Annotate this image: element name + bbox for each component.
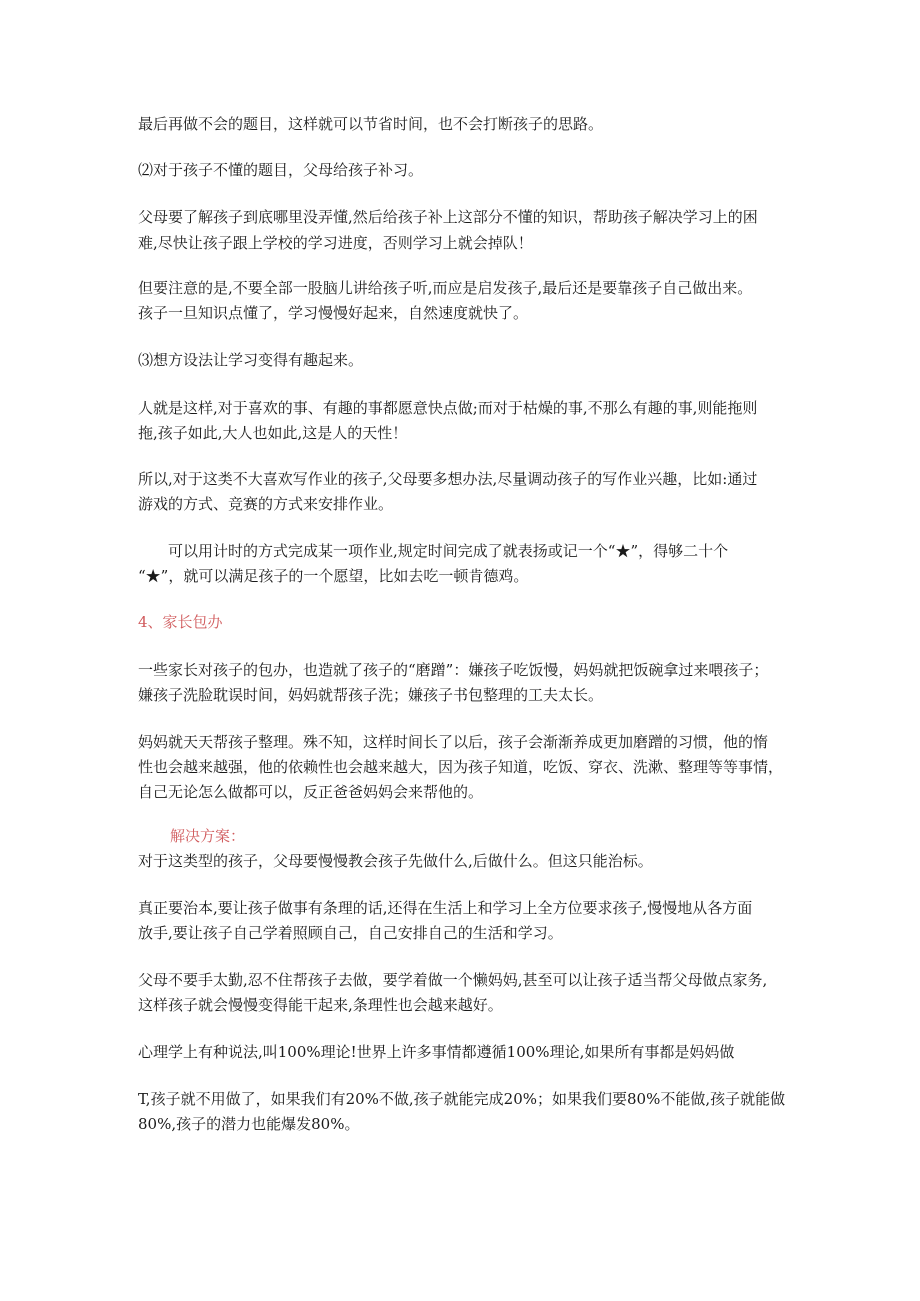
text-line: 嫌孩子洗脸耽误时间，妈妈就帮孩子洗；嫌孩子书包整理的工夫太长。 bbox=[138, 686, 604, 704]
text-line: 父母不要手太勤,忍不住帮孩子去做，要学着做一个懒妈妈,甚至可以让孩子适当帮父母做点家务, bbox=[138, 971, 768, 989]
section-heading: 4、家长包办 bbox=[138, 613, 223, 631]
text-line: 难,尽快让孩子跟上学校的学习进度，否则学习上就会掉队！ bbox=[138, 234, 533, 252]
text-line: 自己无论怎么做都可以，反正爸爸妈妈会来帮他的。 bbox=[138, 783, 484, 801]
text-line: T,孩子就不用做了，如果我们有20%不做,孩子就能完成20%；如果我们要80%不能做,孩子就能做 bbox=[138, 1090, 786, 1108]
text-line: 放手,要让孩子自己学着照顾自己，自己安排自己的生活和学习。 bbox=[138, 924, 563, 942]
solution-heading: 解决方案： bbox=[170, 827, 246, 845]
text-line: “★”，就可以满足孩子的一个愿望，比如去吃一顿肯德鸡。 bbox=[138, 567, 529, 585]
text-line: 所以,对于这类不大喜欢写作业的孩子,父母要多想办法,尽量调动孩子的写作业兴趣，比如:通过 bbox=[138, 470, 758, 488]
text-line: 拖,孩子如此,大人也如此,这是人的天性！ bbox=[138, 424, 408, 442]
text-line: 可以用计时的方式完成某一项作业,规定时间完成了就表扬或记一个“★”，得够二十个 bbox=[168, 542, 729, 560]
numbered-item-3: ⑶想方设法让学习变得有趣起来。 bbox=[138, 351, 364, 369]
text-line: 对于这类型的孩子，父母要慢慢教会孩子先做什么,后做什么。但这只能治标。 bbox=[138, 852, 653, 870]
text-line: 真正要治本,要让孩子做事有条理的话,还得在生活上和学习上全方位要求孩子,慢慢地从各方面 bbox=[138, 899, 753, 917]
text-line: 最后再做不会的题目，这样就可以节省时间，也不会打断孩子的思路。 bbox=[138, 115, 604, 133]
text-line: 人就是这样,对于喜欢的事、有趣的事都愿意快点做;而对于枯燥的事,不那么有趣的事,则能拖则 bbox=[138, 399, 758, 417]
text-line: 父母要了解孩子到底哪里没弄懂,然后给孩子补上这部分不懂的知识，帮助孩子解决学习上的困 bbox=[138, 208, 758, 226]
text-line: 80%,孩子的潜力也能爆发80%。 bbox=[138, 1115, 360, 1133]
text-line: 这样孩子就会慢慢变得能干起来,条理性也会越来越好。 bbox=[138, 996, 503, 1014]
text-line: 心理学上有种说法,叫100%理论!世界上许多事情都遵循100%理论,如果所有事都是妈妈做 bbox=[138, 1043, 735, 1061]
text-line: 孩子一旦知识点懂了，学习慢慢好起来，自然速度就快了。 bbox=[138, 304, 529, 322]
text-line: 一些家长对孩子的包办，也造就了孩子的“磨蹭”：嫌孩子吃饭慢，妈妈就把饭碗拿过来喂孩子； bbox=[138, 661, 769, 679]
text-line: 妈妈就天天帮孩子整理。殊不知，这样时间长了以后，孩子会渐渐养成更加磨蹭的习惯，他的惰 bbox=[138, 733, 769, 751]
text-line: 性也会越来越强，他的依赖性也会越来越大，因为孩子知道，吃饭、穿衣、洗漱、整理等等事情， bbox=[138, 758, 784, 776]
text-line: 游戏的方式、竞赛的方式来安排作业。 bbox=[138, 495, 394, 513]
text-line: 但要注意的是,不要全部一股脑儿讲给孩子听,而应是启发孩子,最后还是要靠孩子自己做出来。 bbox=[138, 279, 753, 297]
numbered-item-2: ⑵对于孩子不懂的题目，父母给孩子补习。 bbox=[138, 161, 424, 179]
